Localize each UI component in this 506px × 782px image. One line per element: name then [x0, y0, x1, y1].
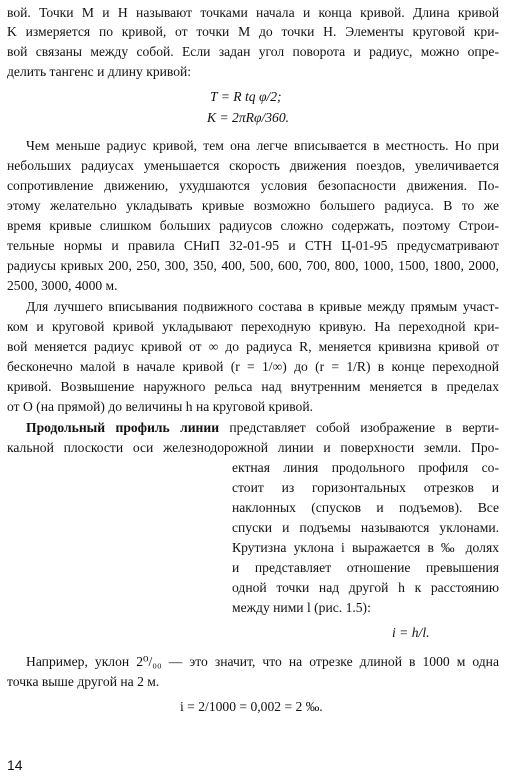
- formula-slope-example: i = 2/1000 = 0,002 = 2 ‰.: [180, 699, 323, 714]
- text-line: ком и круговой кривой укладывают переходную кривую. На переходной кри-: [7, 319, 499, 334]
- text-line: и представляет отношение превышения: [232, 560, 499, 575]
- text-line: вой меняется радиус кривой от ∞ до радиуса R, меняется кривизна кривой от: [7, 339, 499, 354]
- text-line: вой связаны между собой. Если задан угол поворота и радиус, можно опре-: [7, 44, 499, 59]
- text-line: одной точки над другой h к расстоянию: [232, 580, 499, 595]
- text-line: Крутизна уклона i выражается в ‰ долях: [232, 540, 499, 555]
- text-line: K измеряется по кривой, от точки М до точки Н. Элементы круговой кри-: [7, 24, 499, 39]
- formula-curve-length: K = 2πRφ/360.: [207, 110, 290, 125]
- formula-tangent: T = R tq φ/2;: [210, 89, 282, 104]
- text-span: представляет собой изображение в верти-: [219, 420, 499, 435]
- text-line: тельные нормы и правила СНиП 32-01-95 и СТН Ц-01-95 предусматривают: [7, 238, 499, 253]
- text-line: Для лучшего вписывания подвижного состава в кривые между прямым участ-: [26, 299, 499, 314]
- term-longitudinal-profile: Продольный профиль линии: [26, 420, 220, 435]
- text-line: 2500, 3000, 4000 м.: [7, 278, 118, 293]
- formula-slope: i = h/l.: [392, 625, 430, 640]
- text-line: от О (на прямой) до величины h на круговой кривой.: [7, 399, 314, 414]
- text-line: время кривые слишком больших радиусов сложно содержать, поэтому Строи-: [7, 218, 499, 233]
- text-line: Чем меньше радиус кривой, тем она легче вписывается в местность. Но при: [26, 138, 499, 153]
- text-line: кривой. Возвышение наружного рельса над внутренним меняется в пределах: [7, 379, 499, 394]
- text-line: небольших радиусах уменьшается скорость движения поездов, увеличивается: [7, 158, 499, 173]
- text-line: бесконечно малой в начале кривой (r = 1/∞) до (r = 1/R) в конце переходной: [7, 359, 499, 374]
- text-line: делить тангенс и длину кривой:: [7, 64, 192, 79]
- text-line: между ними l (рис. 1.5):: [232, 600, 371, 615]
- text-line: Например, уклон 2⁰/₀₀ — это значит, что на отрезке длиной в 1000 м одна: [26, 654, 499, 669]
- text-line: сопротивление движению, ухудшаются условия безопасности движения. По-: [7, 178, 499, 193]
- text-line: вой. Точки М и Н называют точками начала и конца кривой. Длина кривой: [7, 5, 499, 20]
- page-number: 14: [7, 757, 23, 773]
- text-line: кальной плоскости оси железнодорожной линии и поверхности земли. Про-: [7, 440, 499, 455]
- text-line: этому желательно укладывать кривые возможно большего радиуса. В то же: [7, 198, 499, 213]
- text-line: спуски и подъемы называются уклонами.: [232, 520, 499, 535]
- text-line: наклонных (спусков и подъемов). Все: [232, 500, 499, 515]
- text-line: стоит из горизонтальных отрезков и: [232, 480, 499, 495]
- text-line: точка выше другой на 2 м.: [7, 674, 160, 689]
- text-line: ектная линия продольного профиля со-: [232, 460, 499, 475]
- text-line: радиусы кривых 200, 250, 300, 350, 400, 500, 600, 700, 800, 1000, 1500, 1800, 2000,: [7, 258, 499, 273]
